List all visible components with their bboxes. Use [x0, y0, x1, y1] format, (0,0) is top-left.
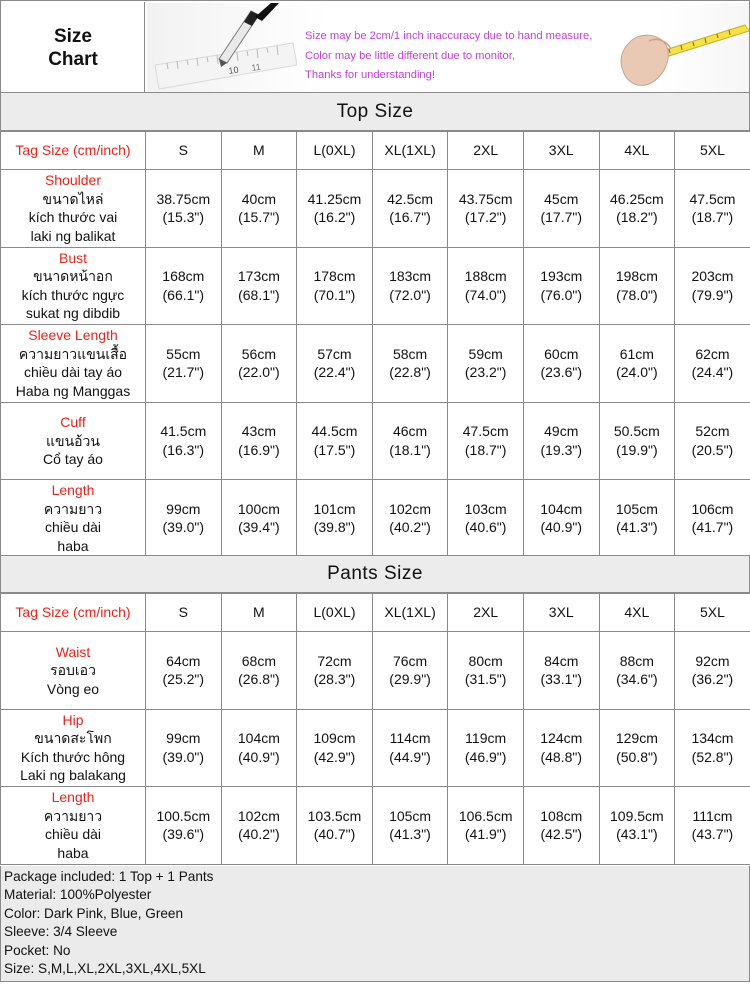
top-size-4xl: 4XL — [599, 132, 675, 170]
measurement-cell — [221, 170, 297, 248]
top-size-header-row — [1, 132, 750, 170]
chart-header — [0, 0, 750, 93]
value-cm: 104cm — [237, 730, 280, 747]
value-inch: (18.7") — [691, 209, 734, 226]
value-cm: 102cm — [237, 807, 280, 824]
note-hand-measure: Size may be 2cm/1 inch inaccuracy due to hand measure, — [305, 30, 593, 42]
value-cm: 106cm — [691, 500, 734, 517]
value-cm: 193cm — [540, 268, 583, 285]
measurement-translation: ความยาว — [43, 807, 103, 824]
value-inch: (52.8") — [691, 748, 734, 765]
ruler-number-11: 11 — [250, 61, 262, 73]
measurement-banner — [147, 3, 749, 92]
pants-size-table — [0, 593, 750, 865]
measurement-name: Sleeve Length — [28, 327, 118, 344]
value-inch: (41.9") — [464, 826, 507, 843]
pants-size-xl: XL(1XL) — [372, 594, 448, 632]
measurement-cell — [297, 480, 373, 558]
value-inch: (16.7") — [389, 209, 431, 226]
detail-material: Material: 100%Polyester — [4, 887, 152, 903]
value-inch: (43.1") — [616, 826, 658, 843]
value-cm: 52cm — [695, 423, 730, 440]
value-inch: (23.2") — [464, 364, 507, 381]
measurement-translation: Haba ng Manggas — [15, 382, 131, 399]
value-inch: (41.7") — [691, 519, 734, 536]
value-inch: (72.0") — [389, 286, 431, 303]
value-inch: (39.6") — [162, 826, 205, 843]
value-inch: (15.7") — [238, 209, 280, 226]
measurement-cell — [448, 247, 524, 325]
value-cm: 109cm — [313, 730, 356, 747]
value-cm: 178cm — [313, 268, 356, 285]
value-cm: 105cm — [615, 500, 658, 517]
value-inch: (43.7") — [691, 826, 734, 843]
value-inch: (66.1") — [162, 286, 205, 303]
measurement-label — [1, 170, 146, 248]
value-inch: (22.8") — [389, 364, 431, 381]
value-cm: 183cm — [389, 268, 432, 285]
value-cm: 58cm — [392, 345, 428, 362]
value-cm: 102cm — [389, 500, 432, 517]
measurement-translation: ขนาดสะโพก — [34, 730, 112, 747]
top-size-s: S — [146, 132, 222, 170]
value-inch: (17.5") — [313, 441, 356, 458]
measurement-cell — [675, 325, 750, 403]
measurement-translation: ขนาดไหล่ — [42, 190, 104, 207]
value-cm: 119cm — [465, 730, 507, 747]
value-cm: 44.5cm — [311, 423, 358, 440]
value-cm: 203cm — [691, 268, 734, 285]
value-inch: (40.9") — [540, 519, 583, 536]
measurement-cell — [297, 402, 373, 480]
measurement-cell — [221, 402, 297, 480]
value-cm: 72cm — [317, 652, 352, 669]
measurement-translation: chiều dài tay áo — [23, 364, 123, 381]
value-inch: (28.3") — [313, 671, 356, 688]
value-cm: 129cm — [615, 730, 658, 747]
value-inch: (19.9") — [616, 441, 658, 458]
value-cm: 41.25cm — [307, 190, 362, 207]
value-cm: 84cm — [544, 652, 579, 669]
pants-size-m: M — [221, 594, 297, 632]
value-inch: (17.2") — [464, 209, 507, 226]
value-inch: (15.3") — [162, 209, 205, 226]
measurement-cell — [297, 632, 373, 710]
top-size-table — [0, 131, 750, 558]
measurement-cell — [675, 709, 750, 787]
measurement-label — [1, 709, 146, 787]
value-inch: (24.4") — [691, 364, 734, 381]
measurement-cell — [523, 325, 599, 403]
measurement-cell — [297, 709, 373, 787]
value-cm: 109.5cm — [610, 807, 664, 824]
measurement-translation: ความยาว — [43, 500, 103, 517]
top-size-2xl: 2XL — [448, 132, 524, 170]
measurement-translation: รอบเอว — [50, 662, 96, 678]
value-cm: 105cm — [389, 807, 432, 824]
measurement-name: Bust — [58, 249, 87, 266]
measurement-cell — [146, 709, 222, 787]
detail-pocket: Pocket: No — [4, 942, 71, 958]
pants-size-header-row — [1, 594, 750, 632]
value-cm: 80cm — [468, 652, 503, 669]
measurement-cell — [599, 480, 675, 558]
measurement-cell — [297, 170, 373, 248]
measurement-cell — [372, 480, 448, 558]
value-inch: (18.1") — [389, 441, 431, 458]
top-size-5xl: 5XL — [675, 132, 750, 170]
value-cm: 62cm — [695, 345, 730, 362]
top-size-l: L(0XL) — [297, 132, 373, 170]
value-inch: (29.9") — [389, 671, 431, 688]
measurement-cell — [599, 325, 675, 403]
value-cm: 188cm — [464, 268, 507, 285]
measurement-cell — [297, 325, 373, 403]
value-inch: (19.3") — [540, 441, 583, 458]
value-cm: 43.75cm — [458, 190, 513, 207]
measurement-label — [1, 632, 146, 710]
note-thanks: Thanks for understanding! — [305, 69, 435, 81]
measurement-cell — [448, 632, 524, 710]
value-cm: 55cm — [166, 345, 201, 362]
measurement-cell — [448, 170, 524, 248]
value-inch: (20.5") — [691, 441, 734, 458]
measurement-cell — [599, 247, 675, 325]
measurement-cell — [675, 480, 750, 558]
pants-size-2xl: 2XL — [448, 594, 524, 632]
measurement-label — [1, 325, 146, 403]
measurement-cell — [221, 632, 297, 710]
measurement-label — [1, 402, 146, 480]
value-inch: (17.7") — [540, 209, 583, 226]
chart-title: Size Chart — [2, 2, 145, 93]
value-inch: (26.8") — [238, 671, 280, 688]
value-inch: (22.0") — [238, 364, 280, 381]
note-color-monitor: Color may be little different due to monitor, — [305, 49, 515, 62]
measurement-name: Waist — [55, 643, 91, 660]
value-cm: 198cm — [615, 268, 658, 285]
measurement-label — [1, 480, 146, 558]
measurement-cell — [448, 325, 524, 403]
value-inch: (39.4") — [238, 519, 280, 536]
measurement-translation: Kích thước hông — [20, 748, 126, 765]
product-details — [0, 866, 750, 982]
value-cm: 92cm — [695, 652, 730, 669]
top-size-xl: XL(1XL) — [372, 132, 448, 170]
measurement-cell — [372, 325, 448, 403]
value-cm: 47.5cm — [462, 423, 509, 440]
measurement-translation: laki ng balikat — [30, 227, 116, 244]
measurement-translation: haba — [57, 537, 89, 554]
top-size-title: Top Size — [0, 93, 750, 131]
pants-size-s: S — [146, 594, 222, 632]
measurement-cell — [675, 787, 750, 865]
value-cm: 46.25cm — [610, 190, 664, 207]
value-inch: (68.1") — [238, 286, 280, 303]
table-row — [1, 325, 750, 403]
value-inch: (39.0") — [162, 519, 205, 536]
measurement-cell — [599, 632, 675, 710]
value-inch: (34.6") — [616, 671, 658, 688]
value-cm: 103.5cm — [307, 807, 362, 824]
value-inch: (24.0") — [616, 364, 658, 381]
value-cm: 59cm — [468, 345, 503, 362]
value-cm: 42.5cm — [387, 190, 434, 207]
value-cm: 103cm — [464, 500, 507, 517]
value-inch: (18.2") — [616, 209, 658, 226]
value-cm: 46cm — [392, 423, 428, 440]
value-inch: (48.8") — [540, 748, 583, 765]
measurement-name: Shoulder — [44, 172, 102, 189]
value-inch: (41.3") — [389, 826, 431, 843]
table-row — [1, 480, 750, 558]
measurement-cell — [523, 170, 599, 248]
measurement-name: Length — [51, 789, 95, 806]
pants-size-l: L(0XL) — [297, 594, 373, 632]
value-cm: 57cm — [317, 345, 352, 362]
value-inch: (16.2") — [313, 209, 356, 226]
table-row — [1, 787, 750, 865]
measurement-translation: แขนอ้วน — [45, 432, 100, 449]
value-inch: (44.9") — [389, 748, 431, 765]
pants-size-rows — [1, 632, 750, 865]
measurement-cell — [523, 787, 599, 865]
measurement-notes — [305, 27, 592, 86]
measurement-cell — [221, 480, 297, 558]
value-inch: (78.0") — [616, 286, 658, 303]
value-cm: 56cm — [241, 345, 276, 362]
top-size-m: M — [221, 132, 297, 170]
pants-tag-size-label: Tag Size (cm/inch) — [1, 594, 146, 632]
measurement-name: Cuff — [60, 414, 86, 430]
value-cm: 99cm — [166, 500, 201, 517]
measurement-cell — [146, 787, 222, 865]
measurement-cell — [146, 480, 222, 558]
measurement-label — [1, 247, 146, 325]
value-cm: 64cm — [166, 652, 201, 669]
value-inch: (74.0") — [464, 286, 507, 303]
table-row — [1, 247, 750, 325]
measurement-cell — [146, 170, 222, 248]
measurement-cell — [372, 247, 448, 325]
measurement-cell — [675, 170, 750, 248]
detail-sleeve: Sleeve: 3/4 Sleeve — [4, 924, 118, 940]
measurement-cell — [599, 709, 675, 787]
value-cm: 124cm — [540, 730, 583, 747]
detail-package: Package included: 1 Top + 1 Pants — [4, 869, 214, 884]
measurement-translation: ขนาดหน้าอก — [33, 268, 113, 285]
value-inch: (23.6") — [540, 364, 583, 381]
measurement-cell — [448, 709, 524, 787]
measurement-cell — [372, 402, 448, 480]
value-cm: 38.75cm — [156, 190, 211, 207]
value-cm: 68cm — [241, 652, 276, 669]
tape-measure-hand-icon — [609, 3, 749, 92]
measurement-translation: chiều dài — [44, 519, 102, 536]
value-inch: (42.9") — [313, 748, 356, 765]
value-inch: (50.8") — [616, 748, 658, 765]
measurement-cell — [523, 402, 599, 480]
measurement-translation: Vòng eo — [46, 680, 100, 697]
value-cm: 134cm — [691, 730, 734, 747]
measurement-cell — [523, 632, 599, 710]
value-inch: (40.2") — [389, 519, 431, 536]
table-row — [1, 402, 750, 480]
measurement-cell — [523, 247, 599, 325]
value-inch: (39.0") — [162, 748, 205, 765]
measurement-cell — [448, 402, 524, 480]
measurement-translation: kích thước ngực — [21, 286, 125, 303]
measurement-translation: haba — [57, 844, 89, 861]
measurement-cell — [221, 709, 297, 787]
value-cm: 45cm — [544, 190, 579, 207]
value-cm: 43cm — [241, 423, 276, 440]
ruler-number-10: 10 — [227, 64, 240, 76]
measurement-cell — [221, 247, 297, 325]
value-inch: (40.9") — [238, 748, 280, 765]
value-inch: (16.9") — [238, 441, 280, 458]
measurement-translation: Laki ng balakang — [20, 767, 126, 784]
measurement-cell — [146, 247, 222, 325]
detail-sizes: Size: S,M,L,XL,2XL,3XL,4XL,5XL — [4, 961, 206, 977]
value-inch: (25.2") — [162, 671, 205, 688]
measurement-name: Length — [51, 482, 95, 499]
measurement-cell — [297, 247, 373, 325]
value-inch: (76.0") — [540, 286, 583, 303]
value-cm: 168cm — [162, 268, 205, 285]
value-cm: 108cm — [540, 807, 583, 824]
value-inch: (46.9") — [464, 748, 507, 765]
measurement-cell — [523, 480, 599, 558]
measurement-cell — [675, 632, 750, 710]
top-size-rows — [1, 170, 750, 558]
value-inch: (21.7") — [162, 364, 205, 381]
measurement-cell — [372, 787, 448, 865]
value-cm: 99cm — [166, 730, 201, 747]
value-inch: (70.1") — [313, 286, 356, 303]
measurement-cell — [297, 787, 373, 865]
measurement-cell — [372, 709, 448, 787]
value-cm: 106.5cm — [458, 807, 513, 824]
measurement-translation: kích thước vai — [28, 209, 118, 226]
value-cm: 41.5cm — [160, 423, 207, 440]
measurement-cell — [675, 402, 750, 480]
value-cm: 114cm — [389, 730, 431, 747]
measurement-translation: ความยาวแขนเสื้อ — [18, 345, 128, 362]
value-inch: (33.1") — [540, 671, 583, 688]
pants-size-5xl: 5XL — [675, 594, 750, 632]
measurement-cell — [372, 170, 448, 248]
value-inch: (41.3") — [616, 519, 658, 536]
value-cm: 101cm — [313, 500, 356, 517]
value-inch: (18.7") — [464, 441, 507, 458]
measurement-name: Hip — [62, 711, 84, 728]
pants-size-3xl: 3XL — [523, 594, 599, 632]
value-cm: 50.5cm — [613, 423, 660, 440]
top-size-3xl: 3XL — [523, 132, 599, 170]
measurement-cell — [675, 247, 750, 325]
value-cm: 100.5cm — [156, 807, 211, 824]
value-inch: (40.2") — [238, 826, 280, 843]
value-cm: 47.5cm — [689, 190, 736, 207]
measurement-cell — [523, 709, 599, 787]
value-cm: 104cm — [540, 500, 583, 517]
top-tag-size-label: Tag Size (cm/inch) — [1, 132, 146, 170]
value-cm: 40cm — [241, 190, 276, 207]
measurement-cell — [448, 480, 524, 558]
value-inch: (42.5") — [540, 826, 583, 843]
table-row — [1, 709, 750, 787]
value-cm: 49cm — [544, 423, 579, 440]
measurement-cell — [448, 787, 524, 865]
value-inch: (31.5") — [464, 671, 507, 688]
value-inch: (16.3") — [162, 441, 205, 458]
value-cm: 61cm — [619, 345, 654, 362]
pants-size-4xl: 4XL — [599, 594, 675, 632]
value-cm: 88cm — [619, 652, 654, 669]
measurement-cell — [599, 170, 675, 248]
value-cm: 60cm — [544, 345, 579, 362]
detail-color: Color: Dark Pink, Blue, Green — [4, 905, 184, 921]
value-inch: (40.6") — [464, 519, 507, 536]
value-inch: (40.7") — [313, 826, 356, 843]
measurement-translation: sukat ng dibdib — [25, 305, 121, 322]
measurement-cell — [146, 632, 222, 710]
measurement-translation: chiều dài — [44, 826, 102, 843]
value-cm: 173cm — [237, 268, 280, 285]
value-inch: (22.4") — [313, 364, 356, 381]
measurement-cell — [221, 325, 297, 403]
measurement-label — [1, 787, 146, 865]
measurement-cell — [146, 402, 222, 480]
value-cm: 111cm — [692, 807, 733, 824]
value-inch: (39.8") — [313, 519, 356, 536]
ruler-pencil-icon — [147, 3, 297, 92]
measurement-cell — [221, 787, 297, 865]
measurement-translation: Cổ tay áo — [43, 451, 103, 467]
measurement-cell — [599, 402, 675, 480]
value-cm: 76cm — [392, 652, 428, 669]
measurement-cell — [146, 325, 222, 403]
value-inch: (79.9") — [691, 286, 734, 303]
pants-size-title: Pants Size — [0, 555, 750, 593]
value-cm: 100cm — [237, 500, 280, 517]
measurement-cell — [599, 787, 675, 865]
table-row — [1, 632, 750, 710]
value-inch: (36.2") — [691, 671, 734, 688]
measurement-cell — [372, 632, 448, 710]
table-row — [1, 170, 750, 248]
